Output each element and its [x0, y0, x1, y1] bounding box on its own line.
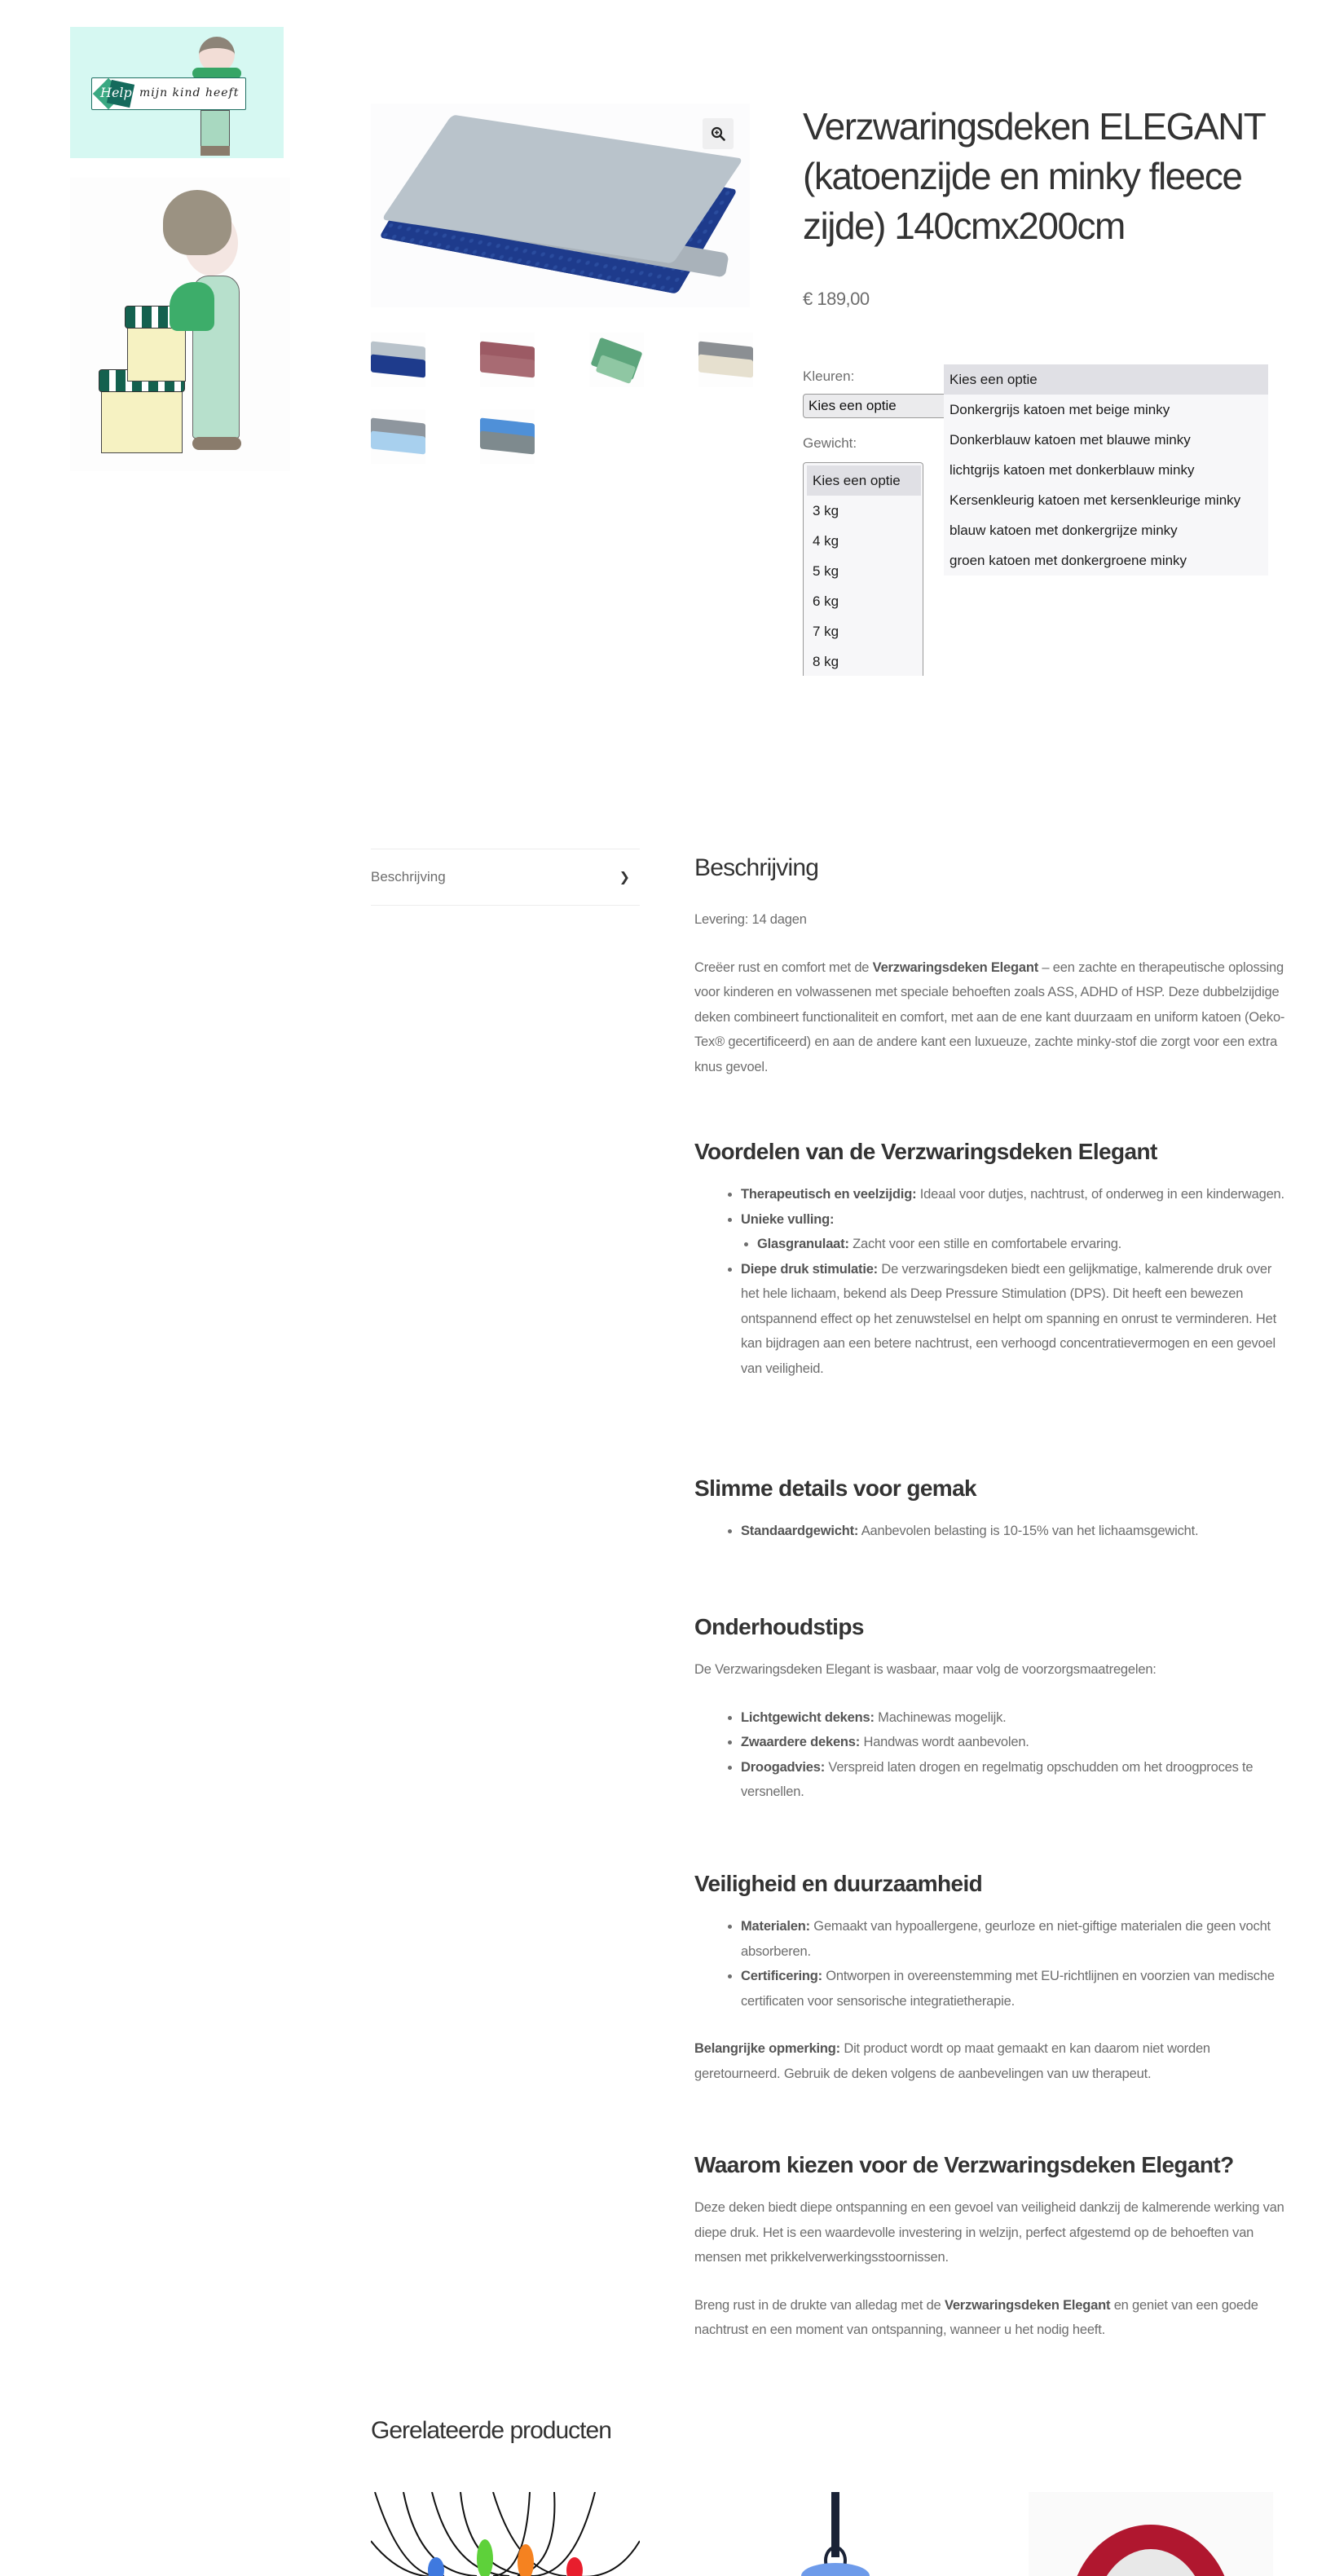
list-item: • Standaardgewicht: Aanbevolen belasting is 10-15% van het lichaamsgewicht.: [741, 1519, 1289, 1544]
slimme-list: [694, 1519, 1289, 1544]
slimme-heading: Slimme details voor gemak: [694, 1475, 977, 1501]
sidebar-illustration: [70, 178, 290, 471]
magnifier-plus-icon: [711, 126, 725, 141]
list-item: • Therapeutisch en veelzijdig: Ideaal voor dutjes, nachtrust, of onderweg in een kinderwagen.: [741, 1182, 1289, 1207]
onderhoud-heading: Onderhoudstips: [694, 1614, 864, 1639]
waarom-paragraph-2: Breng rust in de drukte van alledag met de Verzwaringsdeken Elegant en geniet van een goede nachtrust en een moment van ontspanning, wanneer u het nodig heeft.: [694, 2297, 1258, 2337]
logo-text-help: Help: [100, 85, 132, 100]
weight-dropdown-list[interactable]: [803, 462, 923, 676]
list-item: • Diepe druk stimulatie: De verzwaringsdeken biedt een gelijkmatige, kalmerende druk over het hele lichaam, bekend als Deep Pressure Stimulation (DPS). Dit heeft een bewezen ontspannend effect op het zenuwstelsel en helpt om spanning en onrust te verminderen. Het kan bijdragen aan een betere nachtrust, een verhoogd concentratievermogen en een gevoel van veiligheid.: [741, 1257, 1289, 1382]
illustration-child-hair: [163, 190, 231, 255]
logo-text-rest: mijn kind heeft: [139, 86, 240, 99]
illustration-child-arm: [170, 282, 214, 331]
related-product-1[interactable]: [371, 2492, 640, 2576]
voordelen-list: [694, 1182, 1289, 1381]
veiligheid-list: [694, 1914, 1289, 2014]
illustration-child-shoes: [192, 437, 241, 450]
list-item: • Glasgranulaat: Zacht voor een stille en comfortabele ervaring.: [757, 1232, 1289, 1257]
chew-pendant-image: [743, 2492, 906, 2576]
weight-option[interactable]: 6 kg: [813, 593, 839, 609]
list-item: • Certificering: Ontworpen in overeenstemming met EU-richtlijnen en voorzien van medische certificaten voor sensorische integratietherapie.: [741, 1964, 1289, 2014]
related-product-3[interactable]: [1029, 2492, 1273, 2576]
tab-label: Beschrijving: [371, 869, 446, 884]
site-logo[interactable]: [70, 27, 284, 158]
important-note: Belangrijke opmerking: Dit product wordt op maat gemaakt en kan daarom niet worden geretourneerd. Gebruik de deken volgens de aanbevelingen van uw therapeut.: [694, 2041, 1210, 2081]
intro-paragraph: Creëer rust en comfort met de Verzwaringsdeken Elegant – een zachte en therapeutische oplossing voor kinderen en volwassenen met speciale behoeften zoals ASS, ADHD of HSP. Deze dubbelzijdige deken combineert functionaliteit en comfort, met aan de ene kant duurzaam en uniform katoen (Oeko-Tex® gecertificeerd) en aan de andere kant een luxueuze, zachte minky-stof die zorgt voor een extra knus gevoel.: [694, 959, 1285, 1074]
weight-option[interactable]: 4 kg: [813, 533, 839, 549]
gallery-thumbnail-4[interactable]: [698, 333, 753, 387]
product-main-image[interactable]: [371, 104, 750, 307]
weight-label: Gewicht:: [803, 435, 857, 451]
image-zoom-button[interactable]: [703, 118, 734, 149]
colors-option[interactable]: blauw katoen met donkergrijze minky: [949, 523, 1178, 538]
list-item: • Lichtgewicht dekens: Machinewas mogelijk.: [741, 1705, 1289, 1731]
gallery-thumbnail-5[interactable]: [371, 409, 425, 464]
chevron-right-icon: ❯: [619, 871, 630, 884]
plate-image: [1029, 2492, 1273, 2576]
weight-option[interactable]: 3 kg: [813, 503, 839, 518]
colors-option[interactable]: Kies een optie: [944, 364, 1268, 395]
gallery-thumbnail-6[interactable]: [480, 409, 535, 464]
related-products-heading: Gerelateerde producten: [371, 2417, 611, 2444]
colors-dropdown-list: [944, 364, 1268, 576]
logo-kid-feet: [200, 146, 230, 156]
weight-option[interactable]: Kies een optie: [807, 465, 921, 496]
list-item: • Zwaardere dekens: Handwas wordt aanbevolen.: [741, 1730, 1289, 1755]
tab-beschrijving[interactable]: [371, 849, 640, 906]
colors-option[interactable]: groen katoen met donkergroene minky: [949, 553, 1187, 568]
product-title: Verzwaringsdeken ELEGANT (katoenzijde en minky fleece zijde) 140cmx200cm: [803, 105, 1265, 247]
gallery-thumbnail-3[interactable]: [589, 333, 644, 387]
logo-banner: [91, 77, 246, 110]
weight-option[interactable]: 8 kg: [813, 654, 839, 669]
colors-label: Kleuren:: [803, 368, 855, 384]
weight-option[interactable]: 7 kg: [813, 624, 839, 639]
logo-kid-legs: [200, 110, 230, 151]
description-heading: Beschrijving: [694, 854, 819, 881]
weight-option[interactable]: 5 kg: [813, 563, 839, 579]
veiligheid-heading: Veiligheid en duurzaamheid: [694, 1871, 983, 1896]
list-item: • Droogadvies: Verspreid laten drogen en regelmatig opschudden om het droogproces te versnellen.: [741, 1755, 1289, 1805]
chew-necklaces-image: [371, 2492, 640, 2576]
waarom-paragraph-1: Deze deken biedt diepe ontspanning en een gevoel van veiligheid dankzij de kalmerende werking van diepe druk. Het is een waardevolle investering in welzijn, perfect afgestemd op de behoeften van mensen met prikkelverwerkingsstoornissen.: [694, 2200, 1284, 2265]
illustration-box-bottom: [101, 372, 183, 453]
product-price: € 189,00: [803, 289, 870, 309]
delivery-time: Levering: 14 dagen: [694, 912, 807, 927]
onderhoud-intro: De Verzwaringsdeken Elegant is wasbaar, maar volg de voorzorgsmaatregelen:: [694, 1662, 1157, 1677]
colors-option[interactable]: Kersenkleurig katoen met kersenkleurige minky: [949, 492, 1241, 508]
voordelen-heading: Voordelen van de Verzwaringsdeken Elegant: [694, 1139, 1157, 1164]
colors-option[interactable]: Donkerblauw katoen met blauwe minky: [949, 432, 1191, 448]
list-item: • Materialen: Gemaakt van hypoallergene, geurloze en niet-giftige materialen die geen vocht absorberen.: [741, 1914, 1289, 1964]
list-item: • Unieke vulling: • Glasgranulaat: Zacht voor een stille en comfortabele ervaring.: [741, 1207, 1289, 1257]
gallery-thumbnail-1[interactable]: [371, 333, 425, 387]
colors-select[interactable]: Kies een optie: [803, 394, 949, 418]
related-product-2[interactable]: [743, 2492, 906, 2576]
gallery-thumbnail-2[interactable]: [480, 333, 535, 387]
colors-option[interactable]: lichtgrijs katoen met donkerblauw minky: [949, 462, 1195, 478]
colors-option[interactable]: Donkergrijs katoen met beige minky: [949, 402, 1170, 417]
onderhoud-list: [694, 1705, 1289, 1805]
waarom-heading: Waarom kiezen voor de Verzwaringsdeken Elegant?: [694, 2152, 1234, 2177]
